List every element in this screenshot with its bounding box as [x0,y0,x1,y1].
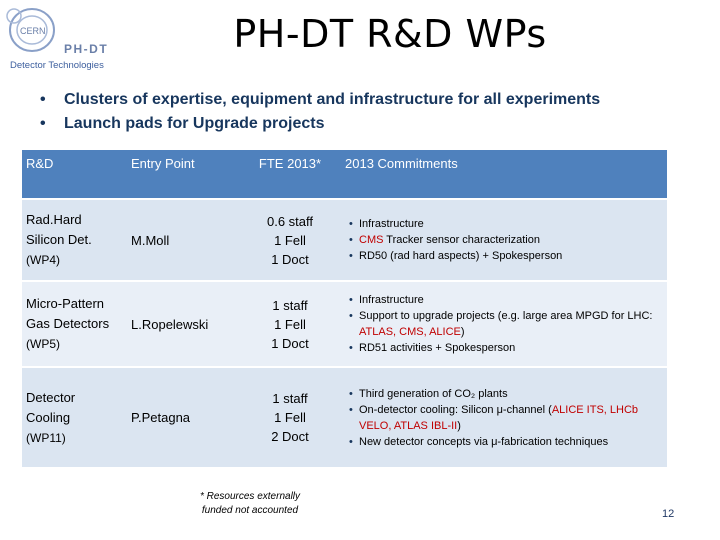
rd-name-line: Micro-Pattern [26,296,105,311]
entry-point-cell: P.Petagna [127,367,239,467]
bullet-glyph: • [349,294,353,306]
fte-cell [239,199,341,281]
table-row [22,281,667,367]
commitment-item: • On-detector cooling: Silicon μ-channel (ALICE ITS, LHCb VELO, ATLAS IBL-II) [349,403,639,432]
cern-logo-icon [6,6,62,56]
entry-point-cell: L.Ropelewski [127,281,239,367]
rd-name-line: Detector [26,389,76,405]
wp-table [22,150,667,467]
bullet-glyph: • [349,250,353,262]
commitment-item: • Support to upgrade projects (e.g. large area MPGD for LHC: ATLAS, CMS, ALICE) [349,310,653,338]
rd-name-cell [22,367,127,467]
commitments-cell [341,281,667,367]
header-rd: R&D [22,150,127,199]
bullet-glyph: • [40,91,46,108]
commitments-cell [341,367,667,467]
bullet-glyph: • [349,234,353,246]
entry-point-cell: M.Moll [127,199,239,281]
rd-name-cell [22,281,127,367]
fte-line: 0.6 staff [266,213,313,229]
commitments-cell [341,199,667,281]
table-row [22,199,667,281]
rd-name-line: Cooling [26,409,71,425]
fte-line: 1 Fell [274,316,306,332]
table-header-row [22,150,667,199]
fte-line: 1 staff [272,297,308,313]
bullet-glyph: • [349,342,353,354]
fte-line: 1 Doct [271,335,309,351]
wp-number: (WP11) [26,430,66,445]
fte-line: 1 Doct [271,251,309,267]
wp-number: (WP4) [26,253,60,267]
fte-cell [239,367,341,467]
intro-bullet [40,112,600,136]
wp-number: (WP5) [26,337,60,351]
rd-name-line: Rad.Hard [26,212,82,227]
commitment-item: • CMS Tracker sensor characterization [349,234,540,246]
header-entry-point: Entry Point [127,150,239,199]
commitment-item: • Infrastructure [349,218,424,230]
logo-name: PH-DT [64,42,109,56]
footnote: * Resources externally funded not accounted [199,491,301,516]
fte-line: 1 Fell [274,410,306,425]
commitment-item: • RD50 (rad hard aspects) + Spokesperson [349,250,563,262]
bullet-glyph: • [349,218,353,230]
logo-subtitle: Detector Technologies [10,60,104,71]
rd-name-line: Silicon Det. [26,232,92,247]
ph-dt-logo [6,6,116,71]
bullet-glyph: • [349,403,353,416]
cern-logo-text: CERN [20,26,46,36]
table-row [22,367,667,467]
slide-title: PH-DT R&D WPs [233,12,547,56]
header-fte: FTE 2013* [239,150,341,199]
bullet-glyph: • [349,387,353,400]
commitment-item: • New detector concepts via μ-fabrication techniques [349,435,609,448]
fte-line: 1 staff [272,391,308,406]
fte-cell [239,281,341,367]
commitment-item: • Third generation of CO₂ plants [349,387,508,400]
intro-bullet-text: Launch pads for Upgrade projects [64,115,325,132]
fte-line: 1 Fell [274,232,306,248]
page-number: 12 [662,508,675,520]
rd-name-line: Gas Detectors [26,316,110,331]
bullet-glyph: • [349,435,353,448]
bullet-glyph: • [349,310,353,322]
rd-name-cell [22,199,127,281]
intro-bullets [40,88,600,136]
intro-bullet-text: Clusters of expertise, equipment and infrastructure for all experiments [64,91,601,108]
commitment-item: • RD51 activities + Spokesperson [349,342,516,354]
intro-bullet [40,88,600,112]
commitment-item: • Infrastructure [349,294,424,306]
header-commitments: 2013 Commitments [341,150,667,199]
bullet-glyph: • [40,115,46,132]
fte-line: 2 Doct [271,429,309,444]
